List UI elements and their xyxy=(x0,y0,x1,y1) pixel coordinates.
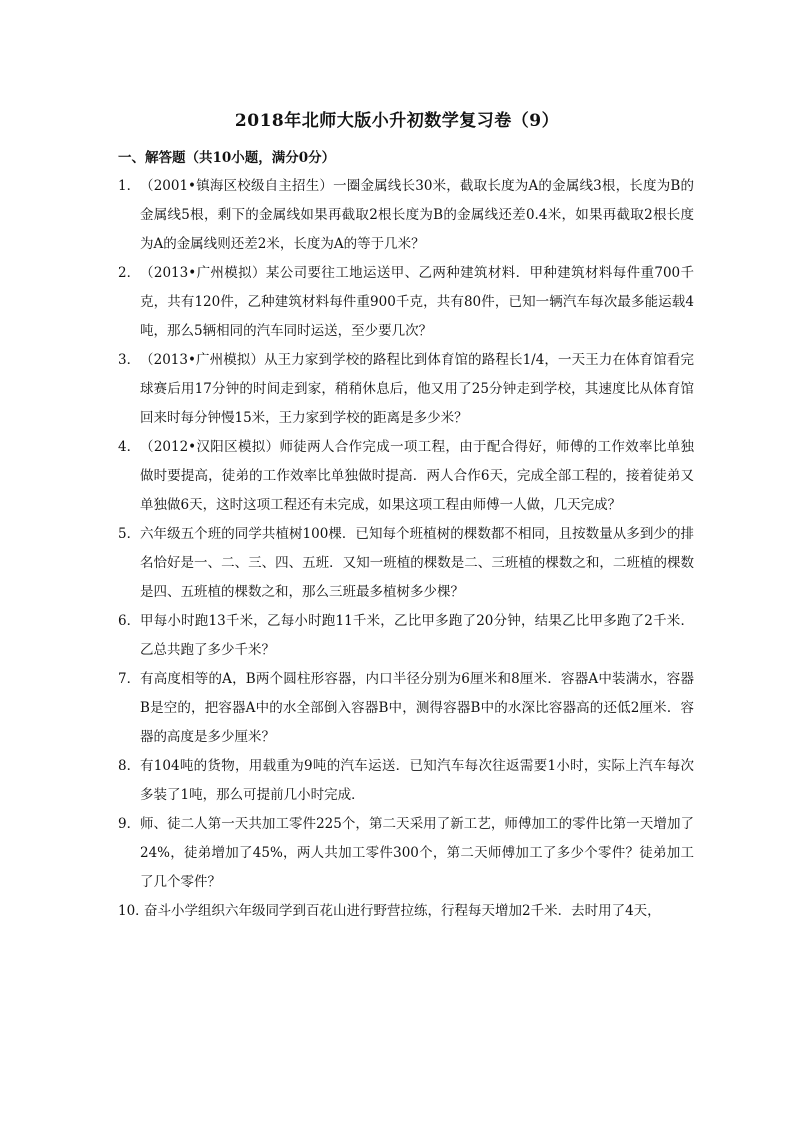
question-number: 5． xyxy=(118,526,141,542)
question-text: （2013•广州模拟）从王力家到学校的路程比到体育馆的路程长1/4，一天王力在体育馆看完球赛后用17分钟的时间走到家，稍稍休息后，他又用了25分钟走到学校，其速度比从体育馆回来时每分钟慢15米，王力家到学校的距离是多少米？ xyxy=(140,352,694,426)
question-number: 4． xyxy=(118,439,141,455)
question-text: 有104吨的货物，用载重为9吨的汽车运送．已知汽车每次往返需要1小时，实际上汽车每次多装了1吨，那么可提前几小时完成． xyxy=(140,758,694,803)
question-text: （2001•镇海区校级自主招生）一圈金属线长30米，截取长度为A的金属线3根，长度为B的金属线5根，剩下的金属线如果再截取2根长度为B的金属线还差0.4米，如果再截取2根长度为A的金属线则还差2米，长度为A的等于几米？ xyxy=(140,178,694,252)
question-6 xyxy=(118,607,694,665)
question-number: 10． xyxy=(118,903,149,919)
question-9 xyxy=(118,810,694,897)
question-text: 六年级五个班的同学共植树100棵．已知每个班植树的棵数都不相同，且按数量从多到少的排名恰好是一、二、三、四、五班．又知一班植的棵数是二、三班植的棵数之和，二班植的棵数是四、五班植的棵数之和，那么三班最多植树多少棵？ xyxy=(140,526,694,600)
question-3 xyxy=(118,346,694,433)
question-number: 9． xyxy=(118,816,141,832)
question-text: （2013•广州模拟）某公司要往工地运送甲、乙两种建筑材料．甲种建筑材料每件重700千克，共有120件，乙种建筑材料每件重900千克，共有80件，已知一辆汽车每次最多能运载4吨，那么5辆相同的汽车同时运送，至少要几次？ xyxy=(140,265,694,339)
question-text: 奋斗小学组织六年级同学到百花山进行野营拉练，行程每天增加2千米．去时用了4天， xyxy=(144,903,661,919)
section-heading: 一、解答题（共10小题，满分0分） xyxy=(118,150,336,166)
question-10 xyxy=(118,897,694,926)
question-text: （2012•汉阳区模拟）师徒两人合作完成一项工程，由于配合得好，师傅的工作效率比单独做时要提高，徒弟的工作效率比单独做时提高．两人合作6天，完成全部工程的，接着徒弟又单独做6天，这时这项工程还有未完成，如果这项工程由师傅一人做，几天完成？ xyxy=(140,439,694,513)
question-2 xyxy=(118,259,694,346)
question-number: 8． xyxy=(118,758,141,774)
question-7 xyxy=(118,665,694,752)
question-number: 7． xyxy=(118,671,141,687)
question-text: 师、徒二人第一天共加工零件225个，第二天采用了新工艺，师傅加工的零件比第一天增加了24%，徒弟增加了45%，两人共加工零件300个，第二天师傅加工了多少个零件？徒弟加工了几个零件？ xyxy=(140,816,694,890)
question-text: 甲每小时跑13千米，乙每小时跑11千米，乙比甲多跑了20分钟，结果乙比甲多跑了2千米．乙总共跑了多少千米？ xyxy=(140,613,694,658)
question-list xyxy=(118,172,694,926)
question-5 xyxy=(118,520,694,607)
question-1 xyxy=(118,172,694,259)
question-number: 1． xyxy=(118,178,141,194)
question-number: 6． xyxy=(118,613,141,629)
question-number: 3． xyxy=(118,352,141,368)
question-text: 有高度相等的A，B两个圆柱形容器，内口半径分别为6厘米和8厘米．容器A中装满水，容器B是空的，把容器A中的水全部倒入容器B中，测得容器B中的水深比容器高的还低2厘米．容器的高度是多少厘米？ xyxy=(140,671,694,745)
question-number: 2． xyxy=(118,265,141,281)
question-4 xyxy=(118,433,694,520)
document-title: 2018年北师大版小升初数学复习卷（9） xyxy=(234,111,560,131)
question-8 xyxy=(118,752,694,810)
